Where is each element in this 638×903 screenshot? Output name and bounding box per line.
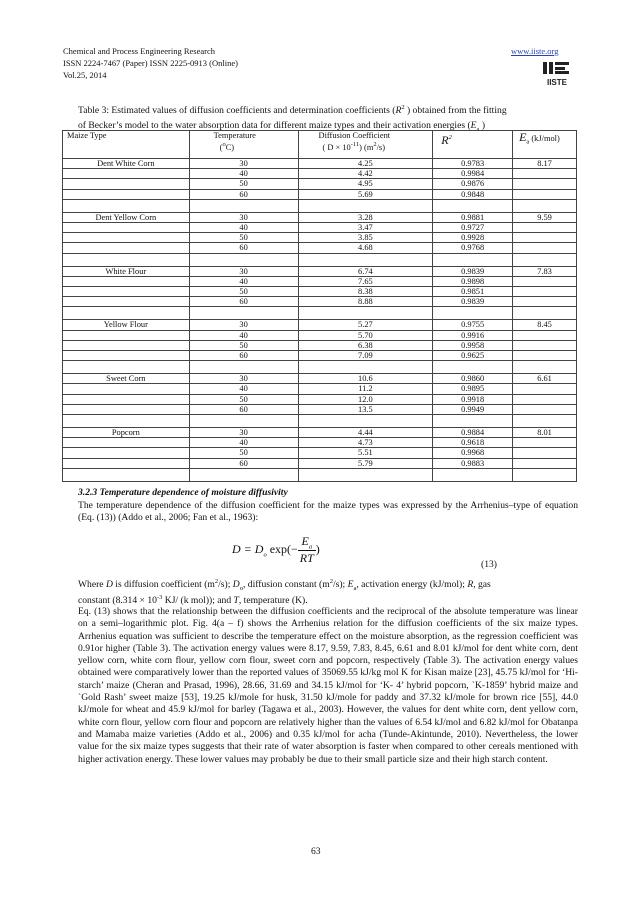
r-squared-cell: 0.9916 (433, 330, 513, 340)
maize-type-cell (63, 448, 190, 458)
table-row (63, 212, 577, 222)
issn-line: ISSN 2224-7467 (Paper) ISSN 2225-0913 (Online) (63, 58, 238, 68)
diffusion-table (62, 130, 577, 482)
spacer-cell (513, 468, 577, 481)
activation-energy-cell (513, 448, 577, 458)
table-row (63, 179, 577, 189)
table-header-row (63, 131, 577, 159)
table-row (63, 223, 577, 233)
table-row (63, 189, 577, 199)
page-number: 63 (311, 846, 321, 857)
activation-energy-cell (513, 340, 577, 350)
maize-type-cell (63, 404, 190, 414)
spacer-cell (63, 307, 190, 320)
activation-energy-cell (513, 384, 577, 394)
diffusion-cell: 5.51 (298, 448, 433, 458)
temperature-cell: 40 (189, 330, 298, 340)
r-squared-cell: 0.9984 (433, 169, 513, 179)
header-activation-energy: $E_a$ (kJ/mol) (513, 131, 577, 159)
header-maize-type: Maize Type (63, 131, 190, 159)
activation-energy-cell (513, 438, 577, 448)
diffusion-cell: 4.25 (298, 159, 433, 169)
volume-line: Vol.25, 2014 (63, 70, 107, 80)
activation-energy-cell (513, 458, 577, 468)
r-squared-cell: 0.9839 (433, 297, 513, 307)
journal-url-link[interactable]: www.iiste.org (511, 46, 559, 56)
logo-text: IISTE (546, 78, 568, 87)
table-row (63, 159, 577, 169)
r-squared-cell: 0.9898 (433, 276, 513, 286)
spacer-cell (298, 253, 433, 266)
table-row (63, 320, 577, 330)
activation-energy-cell (513, 179, 577, 189)
temperature-cell: 50 (189, 233, 298, 243)
spacer-cell (433, 199, 513, 212)
diffusion-cell: 4.44 (298, 428, 433, 438)
spacer-cell (189, 415, 298, 428)
diffusion-cell: 5.79 (298, 458, 433, 468)
table-row (63, 297, 577, 307)
table-spacer-row (63, 415, 577, 428)
table-spacer-row (63, 199, 577, 212)
header-r-squared: $R^2$ (433, 131, 513, 159)
intro-paragraph: The temperature dependence of the diffusion coefficient for the maize types was expressed by the Arrhenius–type of equation (Eq. (13)) (Addo et al., 2006; Fan et al., 1963): (78, 500, 578, 524)
spacer-cell (63, 253, 190, 266)
r-squared-cell: 0.9876 (433, 179, 513, 189)
table-row (63, 394, 577, 404)
maize-type-cell (63, 243, 190, 253)
table-row (63, 287, 577, 297)
temperature-cell: 50 (189, 287, 298, 297)
maize-type-cell (63, 189, 190, 199)
r-squared-cell: 0.9949 (433, 404, 513, 414)
table-row (63, 330, 577, 340)
where-definitions: Where D is diffusion coefficient $(m^2/s)$; $D_o$, diffusion constant $(m^2/s)$; $E_a$, activation energy (kJ/mol); R, gas (78, 578, 491, 593)
r-squared-cell: 0.9783 (433, 159, 513, 169)
maize-type-cell: Sweet Corn (63, 374, 190, 384)
temperature-cell: 30 (189, 159, 298, 169)
temperature-cell: 30 (189, 212, 298, 222)
table-row (63, 428, 577, 438)
activation-energy-cell (513, 404, 577, 414)
temperature-cell: 50 (189, 179, 298, 189)
maize-type-cell (63, 169, 190, 179)
temperature-cell: 30 (189, 374, 298, 384)
r-squared-cell: 0.9768 (433, 243, 513, 253)
temperature-cell: 40 (189, 384, 298, 394)
spacer-cell (433, 253, 513, 266)
diffusion-cell: 7.65 (298, 276, 433, 286)
r-squared-cell: 0.9883 (433, 458, 513, 468)
activation-energy-cell (513, 223, 577, 233)
r-squared-cell: 0.9851 (433, 287, 513, 297)
r-squared-cell: 0.9625 (433, 351, 513, 361)
diffusion-cell: 13.5 (298, 404, 433, 414)
temperature-cell: 50 (189, 340, 298, 350)
r-squared-cell: 0.9968 (433, 448, 513, 458)
temperature-cell: 40 (189, 169, 298, 179)
temperature-cell: 60 (189, 404, 298, 414)
spacer-cell (513, 199, 577, 212)
diffusion-cell: 11.2 (298, 384, 433, 394)
activation-energy-cell (513, 351, 577, 361)
activation-energy-cell (513, 276, 577, 286)
r-squared-cell: 0.9727 (433, 223, 513, 233)
activation-energy-cell (513, 169, 577, 179)
activation-energy-cell (513, 287, 577, 297)
activation-energy-cell (513, 297, 577, 307)
table-row (63, 243, 577, 253)
maize-type-cell: Yellow Flour (63, 320, 190, 330)
r-squared-cell: 0.9755 (433, 320, 513, 330)
spacer-cell (298, 307, 433, 320)
r-squared-cell: 0.9928 (433, 233, 513, 243)
temperature-cell: 40 (189, 276, 298, 286)
activation-energy-cell (513, 233, 577, 243)
table-row (63, 351, 577, 361)
table-spacer-row (63, 361, 577, 374)
diffusion-cell: 7.09 (298, 351, 433, 361)
activation-energy-cell: 8.01 (513, 428, 577, 438)
table-row (63, 374, 577, 384)
diffusion-cell: 4.73 (298, 438, 433, 448)
maize-type-cell: Dent White Corn (63, 159, 190, 169)
spacer-cell (63, 199, 190, 212)
maize-type-cell (63, 330, 190, 340)
spacer-cell (189, 199, 298, 212)
activation-energy-cell: 6.61 (513, 374, 577, 384)
activation-energy-cell (513, 243, 577, 253)
spacer-cell (298, 361, 433, 374)
r-squared-cell: 0.9860 (433, 374, 513, 384)
table-spacer-row (63, 468, 577, 481)
maize-type-cell (63, 179, 190, 189)
r-squared-cell: 0.9958 (433, 340, 513, 350)
r-squared-cell: 0.9918 (433, 394, 513, 404)
table-row (63, 233, 577, 243)
table-spacer-row (63, 253, 577, 266)
maize-type-cell (63, 394, 190, 404)
maize-type-cell (63, 384, 190, 394)
diffusion-cell: 3.85 (298, 233, 433, 243)
diffusion-cell: 3.47 (298, 223, 433, 233)
maize-type-cell (63, 297, 190, 307)
maize-type-cell: Popcorn (63, 428, 190, 438)
temperature-cell: 50 (189, 448, 298, 458)
header-diffusion-coefficient: Diffusion Coefficient ( $D \times 10^{-11}$) $(m^2/s)$ (298, 131, 433, 159)
table-row (63, 384, 577, 394)
r-squared-cell: 0.9618 (433, 438, 513, 448)
activation-energy-cell: 8.45 (513, 320, 577, 330)
table-row (63, 276, 577, 286)
table-spacer-row (63, 307, 577, 320)
maize-type-cell (63, 287, 190, 297)
maize-type-cell (63, 438, 190, 448)
diffusion-cell: 3.28 (298, 212, 433, 222)
diffusion-cell: 5.70 (298, 330, 433, 340)
temperature-cell: 30 (189, 320, 298, 330)
spacer-cell (63, 415, 190, 428)
spacer-cell (433, 307, 513, 320)
diffusion-cell: 4.95 (298, 179, 433, 189)
maize-type-cell (63, 276, 190, 286)
diffusion-cell: 10.6 (298, 374, 433, 384)
r-squared-cell: 0.9848 (433, 189, 513, 199)
header-temperature: Temperature ($^o$C) (189, 131, 298, 159)
diffusion-cell: 4.42 (298, 169, 433, 179)
temperature-cell: 50 (189, 394, 298, 404)
temperature-cell: 60 (189, 189, 298, 199)
temperature-cell: 60 (189, 243, 298, 253)
maize-type-cell (63, 233, 190, 243)
r-squared-cell: 0.9839 (433, 266, 513, 276)
activation-energy-cell (513, 330, 577, 340)
table-row (63, 266, 577, 276)
body-paragraph: Eq. (13) shows that the relationship between the diffusion coefficients and the reciprocal of the absolute temperature was linear on a semi–logarithmic plot. Fig. 4(a – f) shows the Arrhenius relation for the diffusion coefficients of the six maize types. Arrhenius equation was sufficient to describe the temperature effect on the moisture absorption, as the regression coefficient was 0.91or higher (Table 3). The activation energy values were 8.17, 9.59, 7.83, 8.45, 6.61 and 8.01 kJ/mol for dent white corn, dent yellow corn, white corn flour, yellow corn flour, sweet corn and popcorn, respectively (Table 3). The activation energy values obtained were comparatively lower than the reported values of 35069.55 kJ/kg mol K for Kisan maize [23], 45.75 kJ/mol for ‘Hi-starch’ maize (Cheran and Prasad, 1996), 28.66, 31.69 and 34.15 kJ/mol for ‘K- 4’ hybrid popcorn, `K-1859’ hybrid maize and `Gold Rash’ sweet maize [53], 19.25 kJ/mole for husk, 31.50 kJ/mole for paddy and 37.32 kJ/mole for brown rice [55], 44.0 kJ/mole for wheat and 45.9 kJ/mol for barley (Tagawa et al., 2003). However, the values for dent white corn, dent yellow corn, white corn flour, yellow corn flour and popcorn are relatively higher than the values of 6.54 kJ/mol and 6.82 kJ/mol for Obatanpa and Mamaba maize varieties (Addo et al., 2006) and 0.35 kJ/mol for acha (Tunde-Akintunde, 2010). Nevertheless, the lower value for the six maize types suggests that their rate of water absorption is faster when compared to other cereals mentioned with higher activation energy. These lower values may probably be due to their small particle size and their high starch content. (78, 606, 578, 765)
spacer-cell (189, 253, 298, 266)
iiste-logo (541, 60, 573, 88)
section-heading: 3.2.3 Temperature dependence of moisture diffusivity (78, 487, 288, 498)
temperature-cell: 40 (189, 223, 298, 233)
temperature-cell: 60 (189, 297, 298, 307)
maize-type-cell: White Flour (63, 266, 190, 276)
diffusion-cell: 5.69 (298, 189, 433, 199)
temperature-cell: 40 (189, 438, 298, 448)
diffusion-cell: 6.74 (298, 266, 433, 276)
r-squared-cell: 0.9881 (433, 212, 513, 222)
maize-type-cell: Dent Yellow Corn (63, 212, 190, 222)
table-row (63, 404, 577, 414)
spacer-cell (433, 468, 513, 481)
diffusion-cell: 5.27 (298, 320, 433, 330)
spacer-cell (189, 361, 298, 374)
table-row (63, 169, 577, 179)
diffusion-cell: 4.68 (298, 243, 433, 253)
journal-title: Chemical and Process Engineering Research (63, 46, 216, 56)
activation-energy-cell: 7.83 (513, 266, 577, 276)
r-squared-cell: 0.9884 (433, 428, 513, 438)
spacer-cell (298, 199, 433, 212)
r-squared-cell: 0.9895 (433, 384, 513, 394)
spacer-cell (513, 253, 577, 266)
spacer-cell (63, 468, 190, 481)
activation-energy-cell: 9.59 (513, 212, 577, 222)
spacer-cell (298, 468, 433, 481)
maize-type-cell (63, 223, 190, 233)
spacer-cell (513, 361, 577, 374)
spacer-cell (189, 307, 298, 320)
maize-type-cell (63, 340, 190, 350)
activation-energy-cell (513, 394, 577, 404)
diffusion-cell: 8.38 (298, 287, 433, 297)
temperature-cell: 60 (189, 458, 298, 468)
equation-number: (13) (481, 559, 497, 570)
spacer-cell (513, 415, 577, 428)
table-row (63, 340, 577, 350)
maize-type-cell (63, 458, 190, 468)
temperature-cell: 30 (189, 428, 298, 438)
diffusion-cell: 6.38 (298, 340, 433, 350)
activation-energy-cell (513, 189, 577, 199)
spacer-cell (63, 361, 190, 374)
table-row (63, 458, 577, 468)
gas-constant-line: constant ($8.314 \times 10^{-3}$ KJ/ (k mol)); and T, temperature (K). (78, 594, 308, 607)
spacer-cell (433, 415, 513, 428)
temperature-cell: 60 (189, 351, 298, 361)
table-caption: Table 3: Estimated values of diffusion coefficients and determination coefficients ($R^2$ ) obtained from the fitting of Becker’s model to the water absorption data for different maize types and their activation energies ($E_a$ ) (78, 104, 507, 134)
table-row (63, 438, 577, 448)
spacer-cell (513, 307, 577, 320)
temperature-cell: 30 (189, 266, 298, 276)
diffusion-cell: 8.88 (298, 297, 433, 307)
activation-energy-cell: 8.17 (513, 159, 577, 169)
table-row (63, 448, 577, 458)
maize-type-cell (63, 351, 190, 361)
spacer-cell (189, 468, 298, 481)
arrhenius-equation: $D = D_o$ exp(− $\frac{E_a}{RT}$ ) (232, 534, 320, 566)
diffusion-cell: 12.0 (298, 394, 433, 404)
spacer-cell (298, 415, 433, 428)
spacer-cell (433, 361, 513, 374)
